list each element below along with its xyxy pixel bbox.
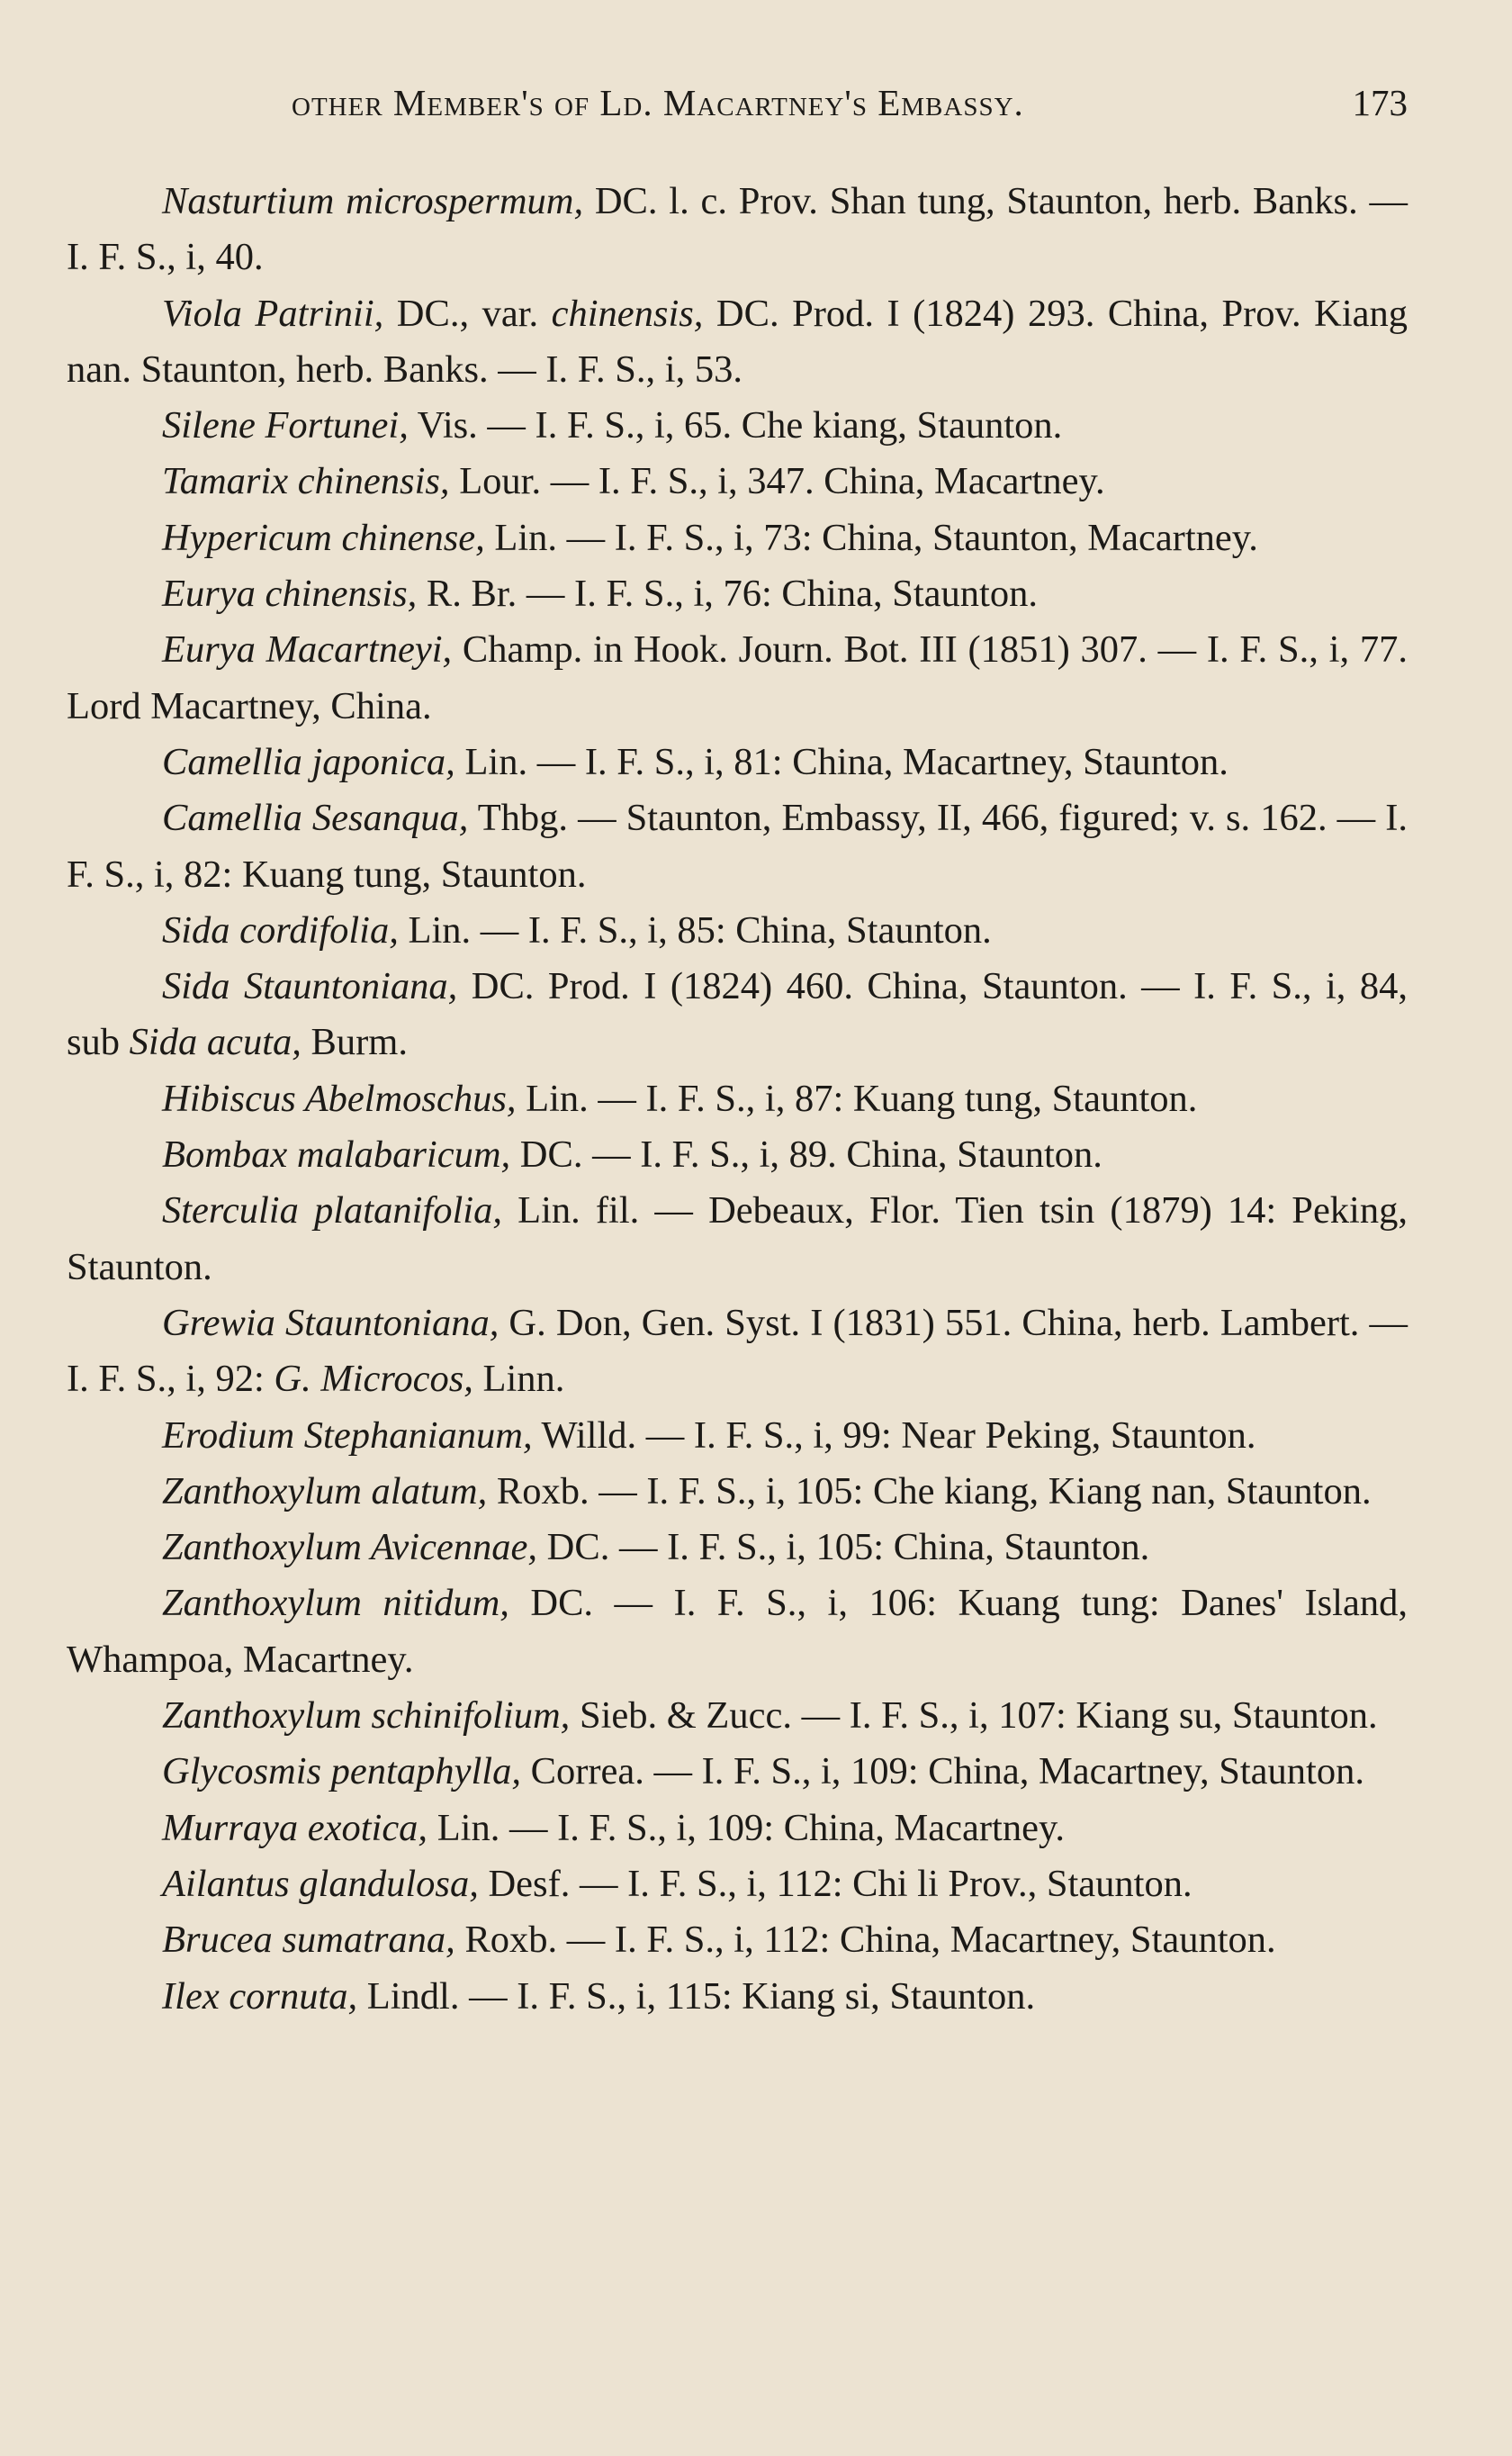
species-citation: DC. l. c. Prov. Shan tung, Staunton, herb. Banks. — I. F. S., i, 40. (67, 180, 1408, 279)
species-name: Hypericum chinense, (162, 516, 485, 559)
species-citation: Lour. — I. F. S., i, 347. China, Macartney. (449, 460, 1105, 503)
species-citation: Roxb. — I. F. S., i, 105: Che kiang, Kiang nan, Staunton. (487, 1469, 1372, 1512)
species-citation-cont: Linn. (472, 1358, 565, 1401)
species-name: Zanthoxylum Avicennae, (162, 1526, 538, 1569)
species-citation: Roxb. — I. F. S., i, 112: China, Macartney, Staunton. (454, 1919, 1276, 1962)
page-number: 173 (1352, 82, 1408, 123)
species-name: Hibiscus Abelmoschus, (162, 1077, 517, 1120)
species-entry (67, 454, 1408, 510)
species-citation: R. Br. — I. F. S., i, 76: China, Staunton. (417, 573, 1038, 616)
species-citation: Lin. — I. F. S., i, 87: Kuang tung, Staunton. (516, 1077, 1198, 1120)
species-citation: Willd. — I. F. S., i, 99: Near Peking, Staunton. (532, 1413, 1256, 1457)
species-name: Nasturtium microspermum, (162, 180, 584, 222)
species-entry (67, 959, 1408, 1071)
species-citation: Champ. in Hook. Journ. Bot. III (1851) 307. — I. F. S., i, 77. Lord Macartney, China. (67, 628, 1408, 727)
species-entry (67, 1408, 1408, 1464)
species-entry (67, 1576, 1408, 1688)
species-citation: Vis. — I. F. S., i, 65. Che kiang, Staunton. (408, 404, 1063, 447)
species-citation: G. Don, Gen. Syst. I (1831) 551. China, herb. Lambert. — I. F. S., i, 92: (67, 1301, 1408, 1401)
species-name: Grewia Stauntoniana, (162, 1301, 500, 1344)
species-citation: DC. Prod. I (1824) 460. China, Staunton. — I. F. S., i, 84, sub (67, 965, 1408, 1064)
species-entry (67, 1296, 1408, 1408)
running-title: other Member's of Ld. Macartney's Embassy. (292, 82, 1024, 123)
species-name: Camellia japonica, (162, 740, 455, 783)
species-entry (67, 1856, 1408, 1912)
species-name: Silene Fortunei, (162, 404, 409, 447)
species-citation: DC. — I. F. S., i, 105: China, Staunton. (537, 1526, 1150, 1569)
species-name: Brucea sumatrana, (162, 1919, 455, 1962)
species-name: Sterculia platanifolia, (162, 1189, 502, 1233)
species-synonym: Sida acuta, (129, 1021, 302, 1064)
species-name: Erodium Stephanianum, (162, 1413, 533, 1457)
species-citation: Sieb. & Zucc. — I. F. S., i, 107: Kiang su, Staunton. (570, 1694, 1378, 1738)
species-name: Sida cordifolia, (162, 908, 399, 952)
species-name: Glycosmis pentaphylla, (162, 1750, 521, 1793)
species-name: Camellia Sesanqua, (162, 797, 469, 840)
species-citation: DC., var. (383, 292, 552, 335)
species-entry (67, 398, 1408, 454)
species-citation: Lin. — I. F. S., i, 109: China, Macartney. (428, 1806, 1066, 1849)
species-name: Sida Stauntoniana, (162, 965, 458, 1008)
species-citation: DC. — I. F. S., i, 106: Kuang tung: Danes' Island, Whampoa, Macartney. (67, 1582, 1408, 1681)
species-entry (67, 1688, 1408, 1744)
species-name: Eurya chinensis, (162, 573, 418, 616)
species-citation-cont: Burm. (301, 1021, 408, 1064)
species-citation: Lin. — I. F. S., i, 73: China, Staunton, Macartney. (484, 516, 1258, 559)
species-name: Zanthoxylum schinifolium, (162, 1694, 571, 1738)
species-entry (67, 1464, 1408, 1520)
species-citation: Lindl. — I. F. S., i, 115: Kiang si, Staunton. (357, 1974, 1036, 2018)
species-name: Zanthoxylum nitidum, (162, 1582, 509, 1625)
species-synonym: G. Microcos, (274, 1358, 473, 1401)
species-citation-cont: DC. Prod. I (1824) 293. China, Prov. Kiang nan. Staunton, herb. Banks. — I. F. S., i, 53. (67, 292, 1408, 391)
species-entry (67, 1520, 1408, 1576)
species-name: Tamarix chinensis, (162, 460, 450, 503)
species-entry (67, 1801, 1408, 1856)
species-entry (67, 735, 1408, 790)
species-entry (67, 1912, 1408, 1968)
species-entry (67, 286, 1408, 399)
running-head (67, 81, 1408, 135)
species-name: Viola Patrinii, (162, 292, 384, 335)
species-entry (67, 510, 1408, 566)
species-entry (67, 174, 1408, 286)
species-name: Eurya Macartneyi, (162, 628, 453, 672)
species-list (67, 174, 1408, 2025)
species-entry (67, 1744, 1408, 1800)
species-citation: DC. — I. F. S., i, 89. China, Staunton. (510, 1133, 1102, 1177)
species-name: Zanthoxylum alatum, (162, 1469, 488, 1512)
species-entry (67, 903, 1408, 959)
species-name: Bombax malabaricum, (162, 1133, 511, 1177)
species-citation: Lin. — I. F. S., i, 85: China, Staunton. (398, 908, 992, 952)
species-entry (67, 1127, 1408, 1183)
species-name: Ailantus glandulosa, (162, 1862, 479, 1905)
species-entry (67, 566, 1408, 622)
species-citation: Lin. fil. — Debeaux, Flor. Tien tsin (1879) 14: Peking, Staunton. (67, 1189, 1408, 1288)
species-entry (67, 1071, 1408, 1127)
species-synonym: chinensis, (551, 292, 704, 335)
species-entry (67, 790, 1408, 903)
species-citation: Correa. — I. F. S., i, 109: China, Macartney, Staunton. (520, 1750, 1364, 1793)
species-name: Murraya exotica, (162, 1806, 428, 1849)
species-citation: Desf. — I. F. S., i, 112: Chi li Prov., Staunton. (478, 1862, 1192, 1905)
species-name: Ilex cornuta, (162, 1974, 358, 2018)
species-citation: Thbg. — Staunton, Embassy, II, 466, figured; v. s. 162. — I. F. S., i, 82: Kuang tung, Staunton. (67, 797, 1408, 896)
species-entry (67, 1969, 1408, 2025)
species-citation: Lin. — I. F. S., i, 81: China, Macartney, Staunton. (454, 740, 1228, 783)
species-entry (67, 622, 1408, 735)
species-entry (67, 1183, 1408, 1296)
